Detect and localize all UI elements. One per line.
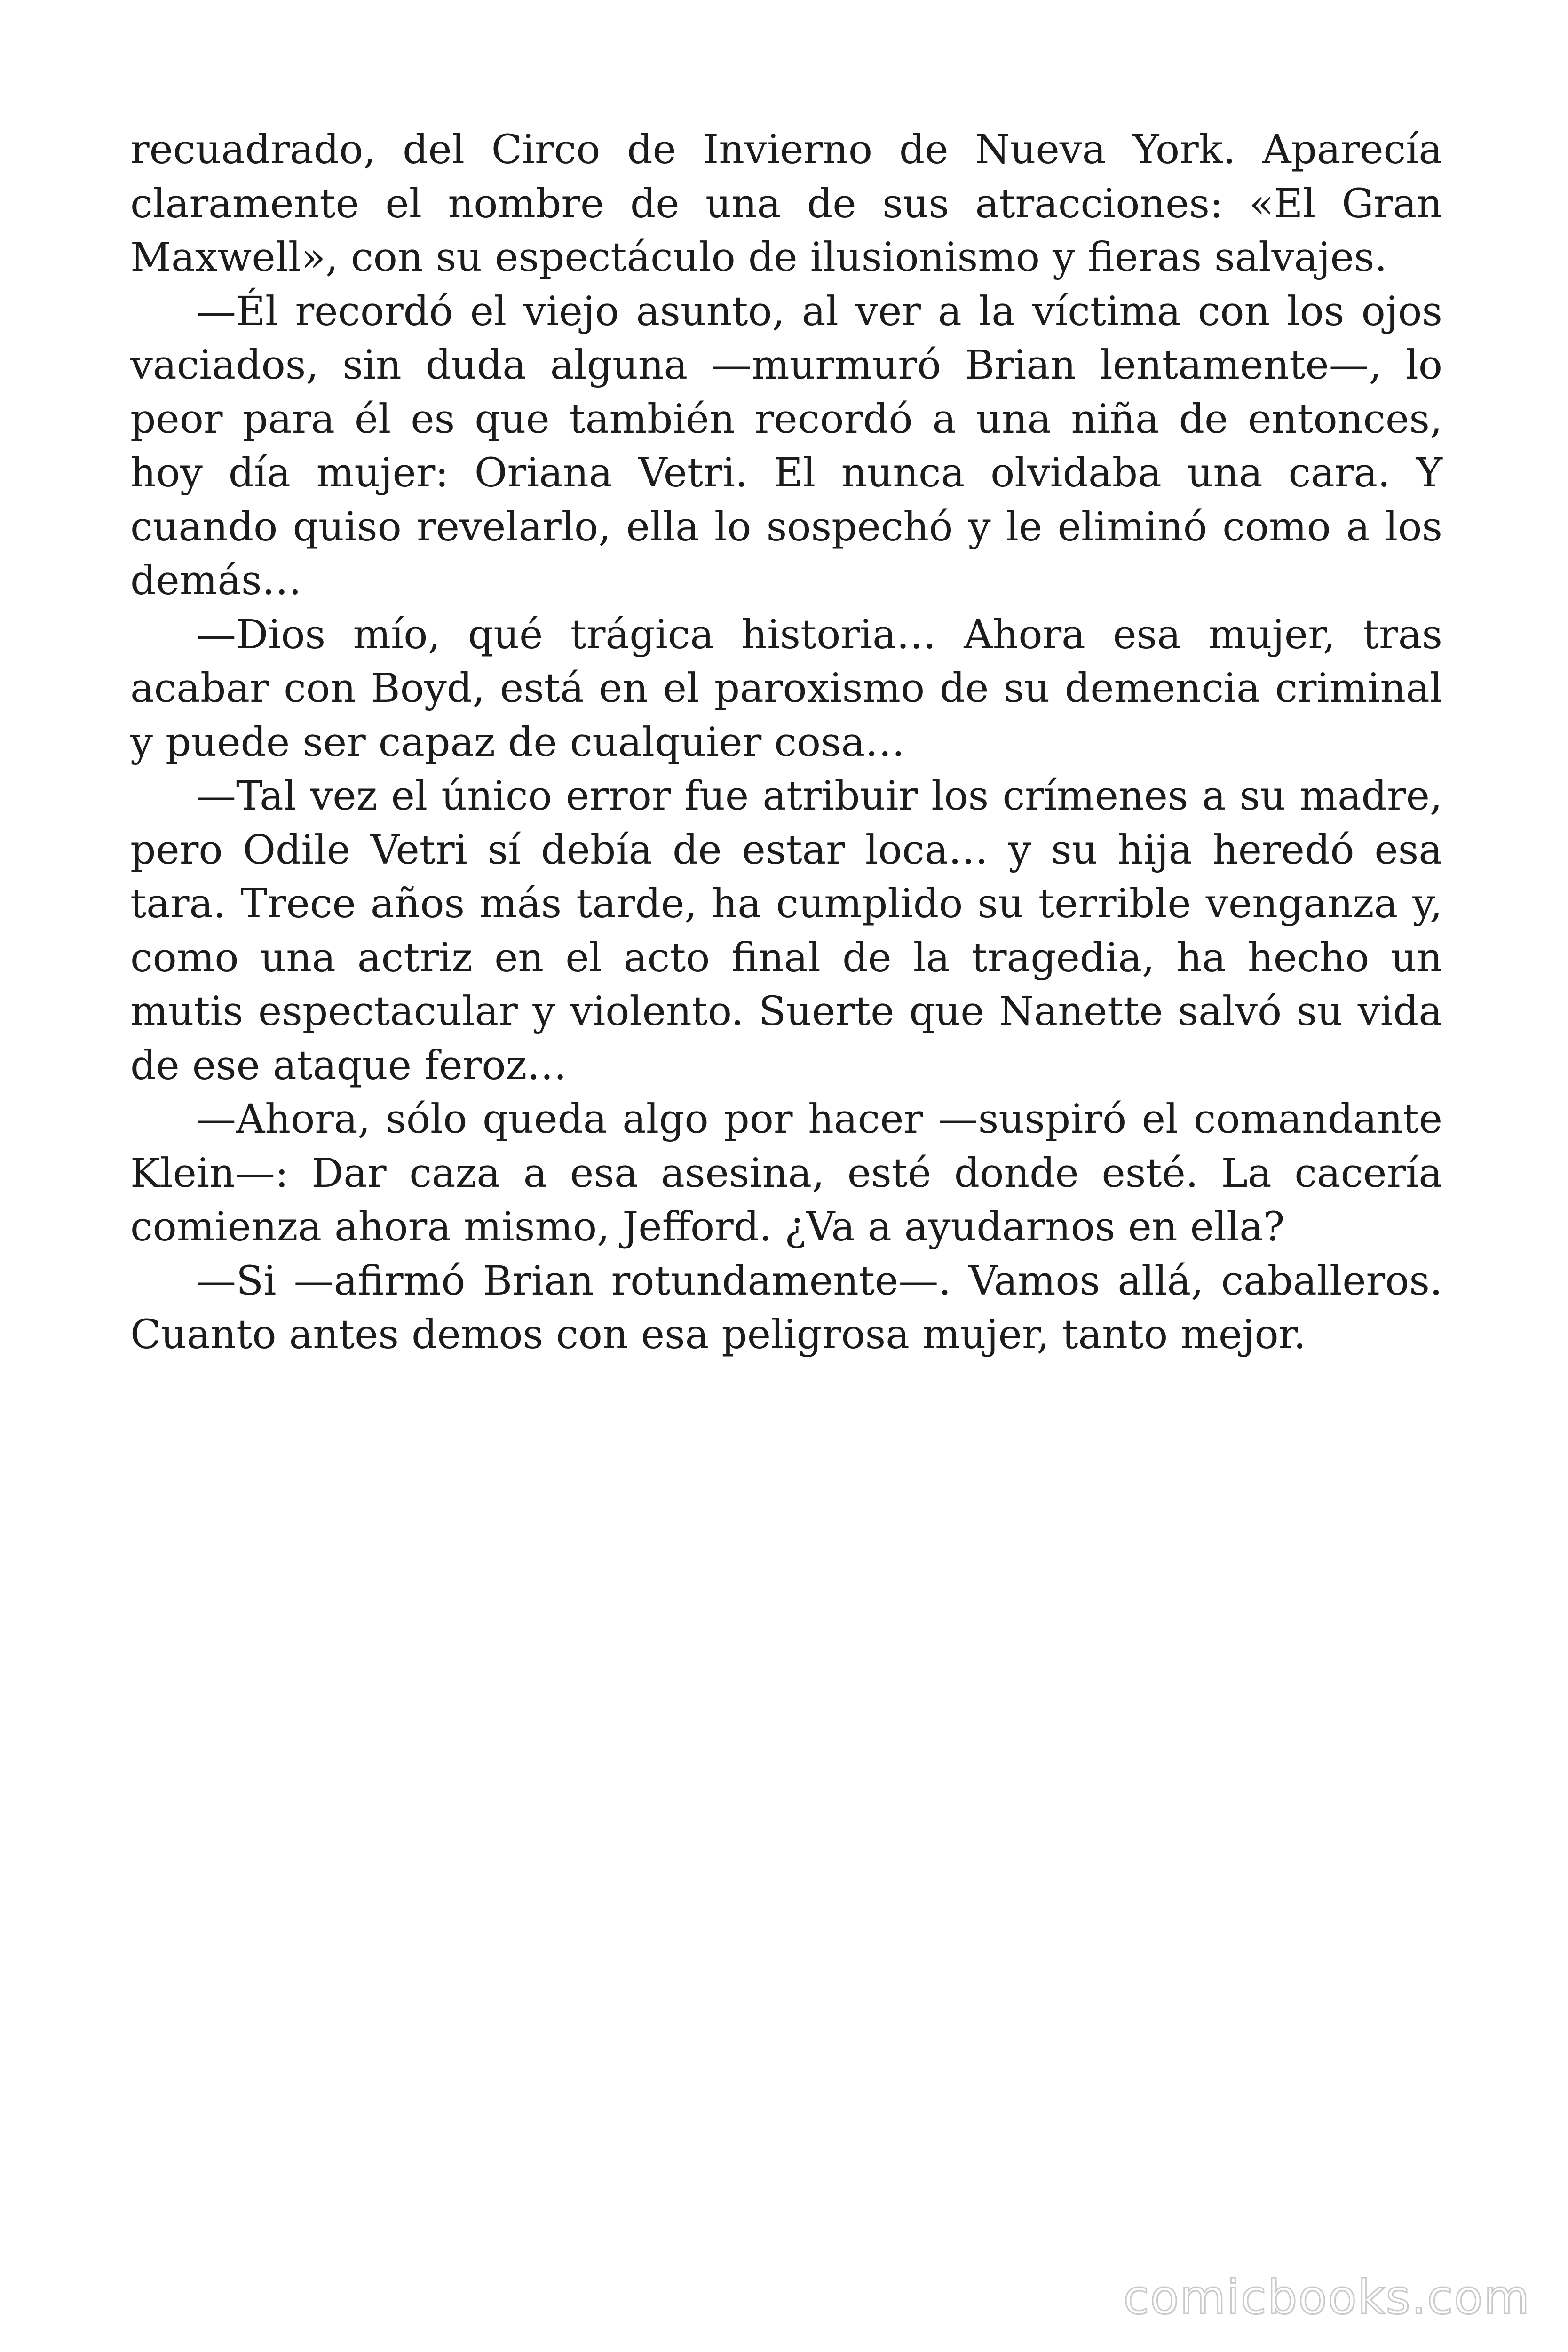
paragraph: recuadrado, del Circo de Invierno de Nueva York. Aparecía claramente el nombre de una de sus atracciones: «El Gran Maxwell», con su espectáculo de ilusionismo y fieras salvajes. (130, 127, 1442, 281)
paragraph: —Ahora, sólo queda algo por hacer —suspiró el comandante Klein—: Dar caza a esa asesina, esté donde esté. La cacería comienza ahora mismo, Jefford. ¿Va a ayudarnos en ella? (130, 1096, 1442, 1250)
paragraph: —Dios mío, qué trágica historia… Ahora esa mujer, tras acabar con Boyd, está en el paroxismo de su demencia criminal y puede ser capaz de cualquier cosa… (130, 611, 1442, 766)
paragraph: —Tal vez el único error fue atribuir los crímenes a su madre, pero Odile Vetri sí debía de estar loca… y su hija heredó esa tara. Trece años más tarde, ha cumplido su terrible venganza y, como una actriz en el acto final de la tragedia, ha hecho un mutis espectacular y violento. Suerte que Nanette salvó su vida de ese ataque feroz… (130, 773, 1442, 1089)
paragraph: —Él recordó el viejo asunto, al ver a la víctima con los ojos vaciados, sin duda alguna —murmuró Brian lentamente—, lo peor para él es que también recordó a una niña de entonces, hoy día mujer: Oriana Vetri. El nunca olvidaba una cara. Y cuando quiso revelarlo, ella lo sospechó y le eliminó como a los demás… (130, 288, 1442, 604)
watermark: comicbooks.com (1123, 2270, 1530, 2325)
paragraph: —Si —afirmó Brian rotundamente—. Vamos allá, caballeros. Cuanto antes demos con esa peligrosa mujer, tanto mejor. (130, 1257, 1442, 1358)
page-body (130, 123, 1442, 1362)
